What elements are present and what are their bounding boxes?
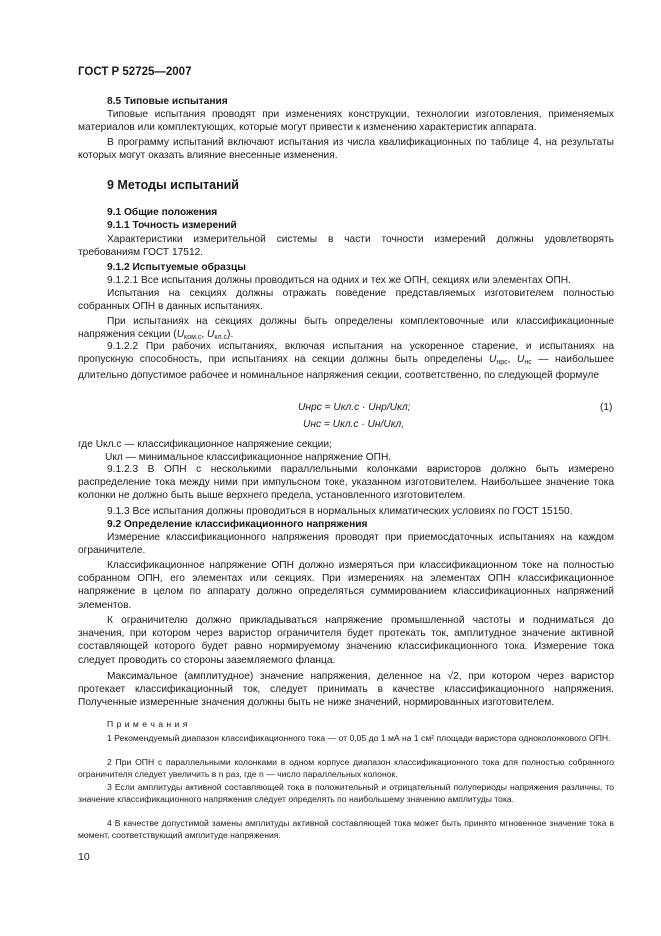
formula-1-number: (1) [600, 402, 613, 413]
section-9-2-heading: 9.2 Определение классификационного напряжения [107, 519, 368, 530]
note-3: 3 Если амплитуды активной составляющей тока в положительный и отрицательный полупериоды напряжения различны, то значение классификационного напряжения следует определять по наибольшему значению амплитуды тока. [78, 782, 614, 805]
note-4: 4 В качестве допустимой замены амплитуды активной составляющей тока может быть принято мгновенное значение тока в момент, соответствующий амплитуде напряжения. [78, 818, 614, 841]
section-9-1-2-3-paragraph: 9.1.2.3 В ОПН с несколькими параллельными колонками варисторов должно быть измерено распределение тока между ними при импульсном токе, указанном изготовителем. Наибольшее значение тока колонки не должно быть выше верхнего предела, установленного изготовителем. [78, 464, 614, 502]
section-9-2-paragraph-c: К ограничителю должно прикладываться напряжение промышленной частоты и подниматься до значения, при котором через варистор ограничителя будет протекать ток, амплитудное значение активной составляющей которого будет равно нормируемому значению классификационного тока. Измерение тока следует проводить со стороны заземляемого фланца. [78, 615, 614, 666]
section-9-heading: 9 Методы испытаний [107, 178, 239, 192]
formula-2: Uнс = Uкл.с · Uн/Uкл, [303, 419, 405, 430]
note-2: 2 При ОПН с параллельными колонками в одном корпусе диапазон классификационного тока для полностью собранного ограничителя следует увеличить в n раз, где n — число параллельных колонок. [78, 757, 614, 780]
section-8-5-paragraph-1: Типовые испытания проводят при изменениях конструкции, технологии изготовления, применяемых материалов или комплектующих, которые могут привести к изменению характеристик аппарата. [78, 109, 614, 134]
section-9-2-paragraph-a: Измерение классификационного напряжения проводят при приемосдаточных испытаниях на каждом ограничителе. [78, 532, 614, 557]
where-definition-1: где Uкл.с — классификационное напряжение секции; [78, 439, 332, 450]
note-1: 1 Рекомендуемый диапазон классификационного тока — от 0,05 до 1 мА на 1 см² площади варистора одноколонкового ОПН. [107, 733, 611, 743]
section-9-1-heading: 9.1 Общие положения [107, 207, 218, 218]
where-definition-2: Uкл — минимальное классификационное напряжение ОПН. [105, 452, 392, 463]
section-9-1-2-1-paragraph-c: При испытаниях на секциях должны быть определены комплектовочные или классификационные напряжения секции ($U_{ком.с}$, $U_{кл.с}$). [78, 316, 614, 342]
section-9-2-paragraph-b: Классификационное напряжение ОПН должно измеряться при классификационном токе на полностью собранном ОПН, его элементах или секциях. При измерениях на элементах ОПН классификационное напряжение в целом по аппарату должно определяться суммированием классификационных напряжений элементов. [78, 560, 614, 611]
section-9-1-2-heading: 9.1.2 Испытуемые образцы [107, 262, 246, 273]
section-8-5-paragraph-2: В программу испытаний включают испытания из числа квалификационных по таблице 4, на результаты которых могут оказать влияние внесенные изменения. [78, 137, 614, 162]
section-9-1-3-paragraph: 9.1.3 Все испытания должны проводиться в нормальных климатических условиях по ГОСТ 15150. [107, 506, 573, 517]
section-9-1-2-1-paragraph-b: Испытания на секциях должны отражать поведение представляемых изготовителем полностью собранных ОПН в данных испытаниях. [78, 288, 614, 313]
formula-1: Uнрс = Uкл.с · Uнр/Uкл; [298, 402, 411, 413]
section-9-1-2-1-paragraph: 9.1.2.1 Все испытания должны проводиться на одних и тех же ОПН, секциях или элементах ОПН. [107, 275, 571, 286]
section-9-2-paragraph-d: Максимальное (амплитудное) значение напряжения, деленное на √2, при котором через варистор протекает классификационный ток, следует принимать в качестве классификационного напряжения. Полученные измеренные значения должны быть не ниже значений, нормированных изготовителем. [78, 671, 614, 709]
section-9-1-1-paragraph: Характеристики измерительной системы в части точности измерений должны удовлетворять требованиям ГОСТ 17512. [78, 234, 614, 259]
notes-title: П р и м е ч а н и я [107, 719, 188, 729]
sqrt-two-symbol: √2 [447, 671, 459, 682]
document-header: ГОСТ Р 52725—2007 [78, 66, 192, 78]
page-number: 10 [78, 851, 90, 863]
section-9-1-1-heading: 9.1.1 Точность измерений [107, 220, 237, 231]
section-8-5-heading: 8.5 Типовые испытания [107, 96, 228, 107]
section-9-1-2-2-paragraph: 9.1.2.2 При рабочих испытаниях, включая испытания на ускоренное старение, и испытаниях на пропускную способность, при испытаниях на секции должны быть определены $U_{нрс}$, $U_{нс}$ — наибольшее длительно допустимое рабочее и номинальное напряжения секции, соответственно, по следующей формуле [78, 341, 614, 382]
